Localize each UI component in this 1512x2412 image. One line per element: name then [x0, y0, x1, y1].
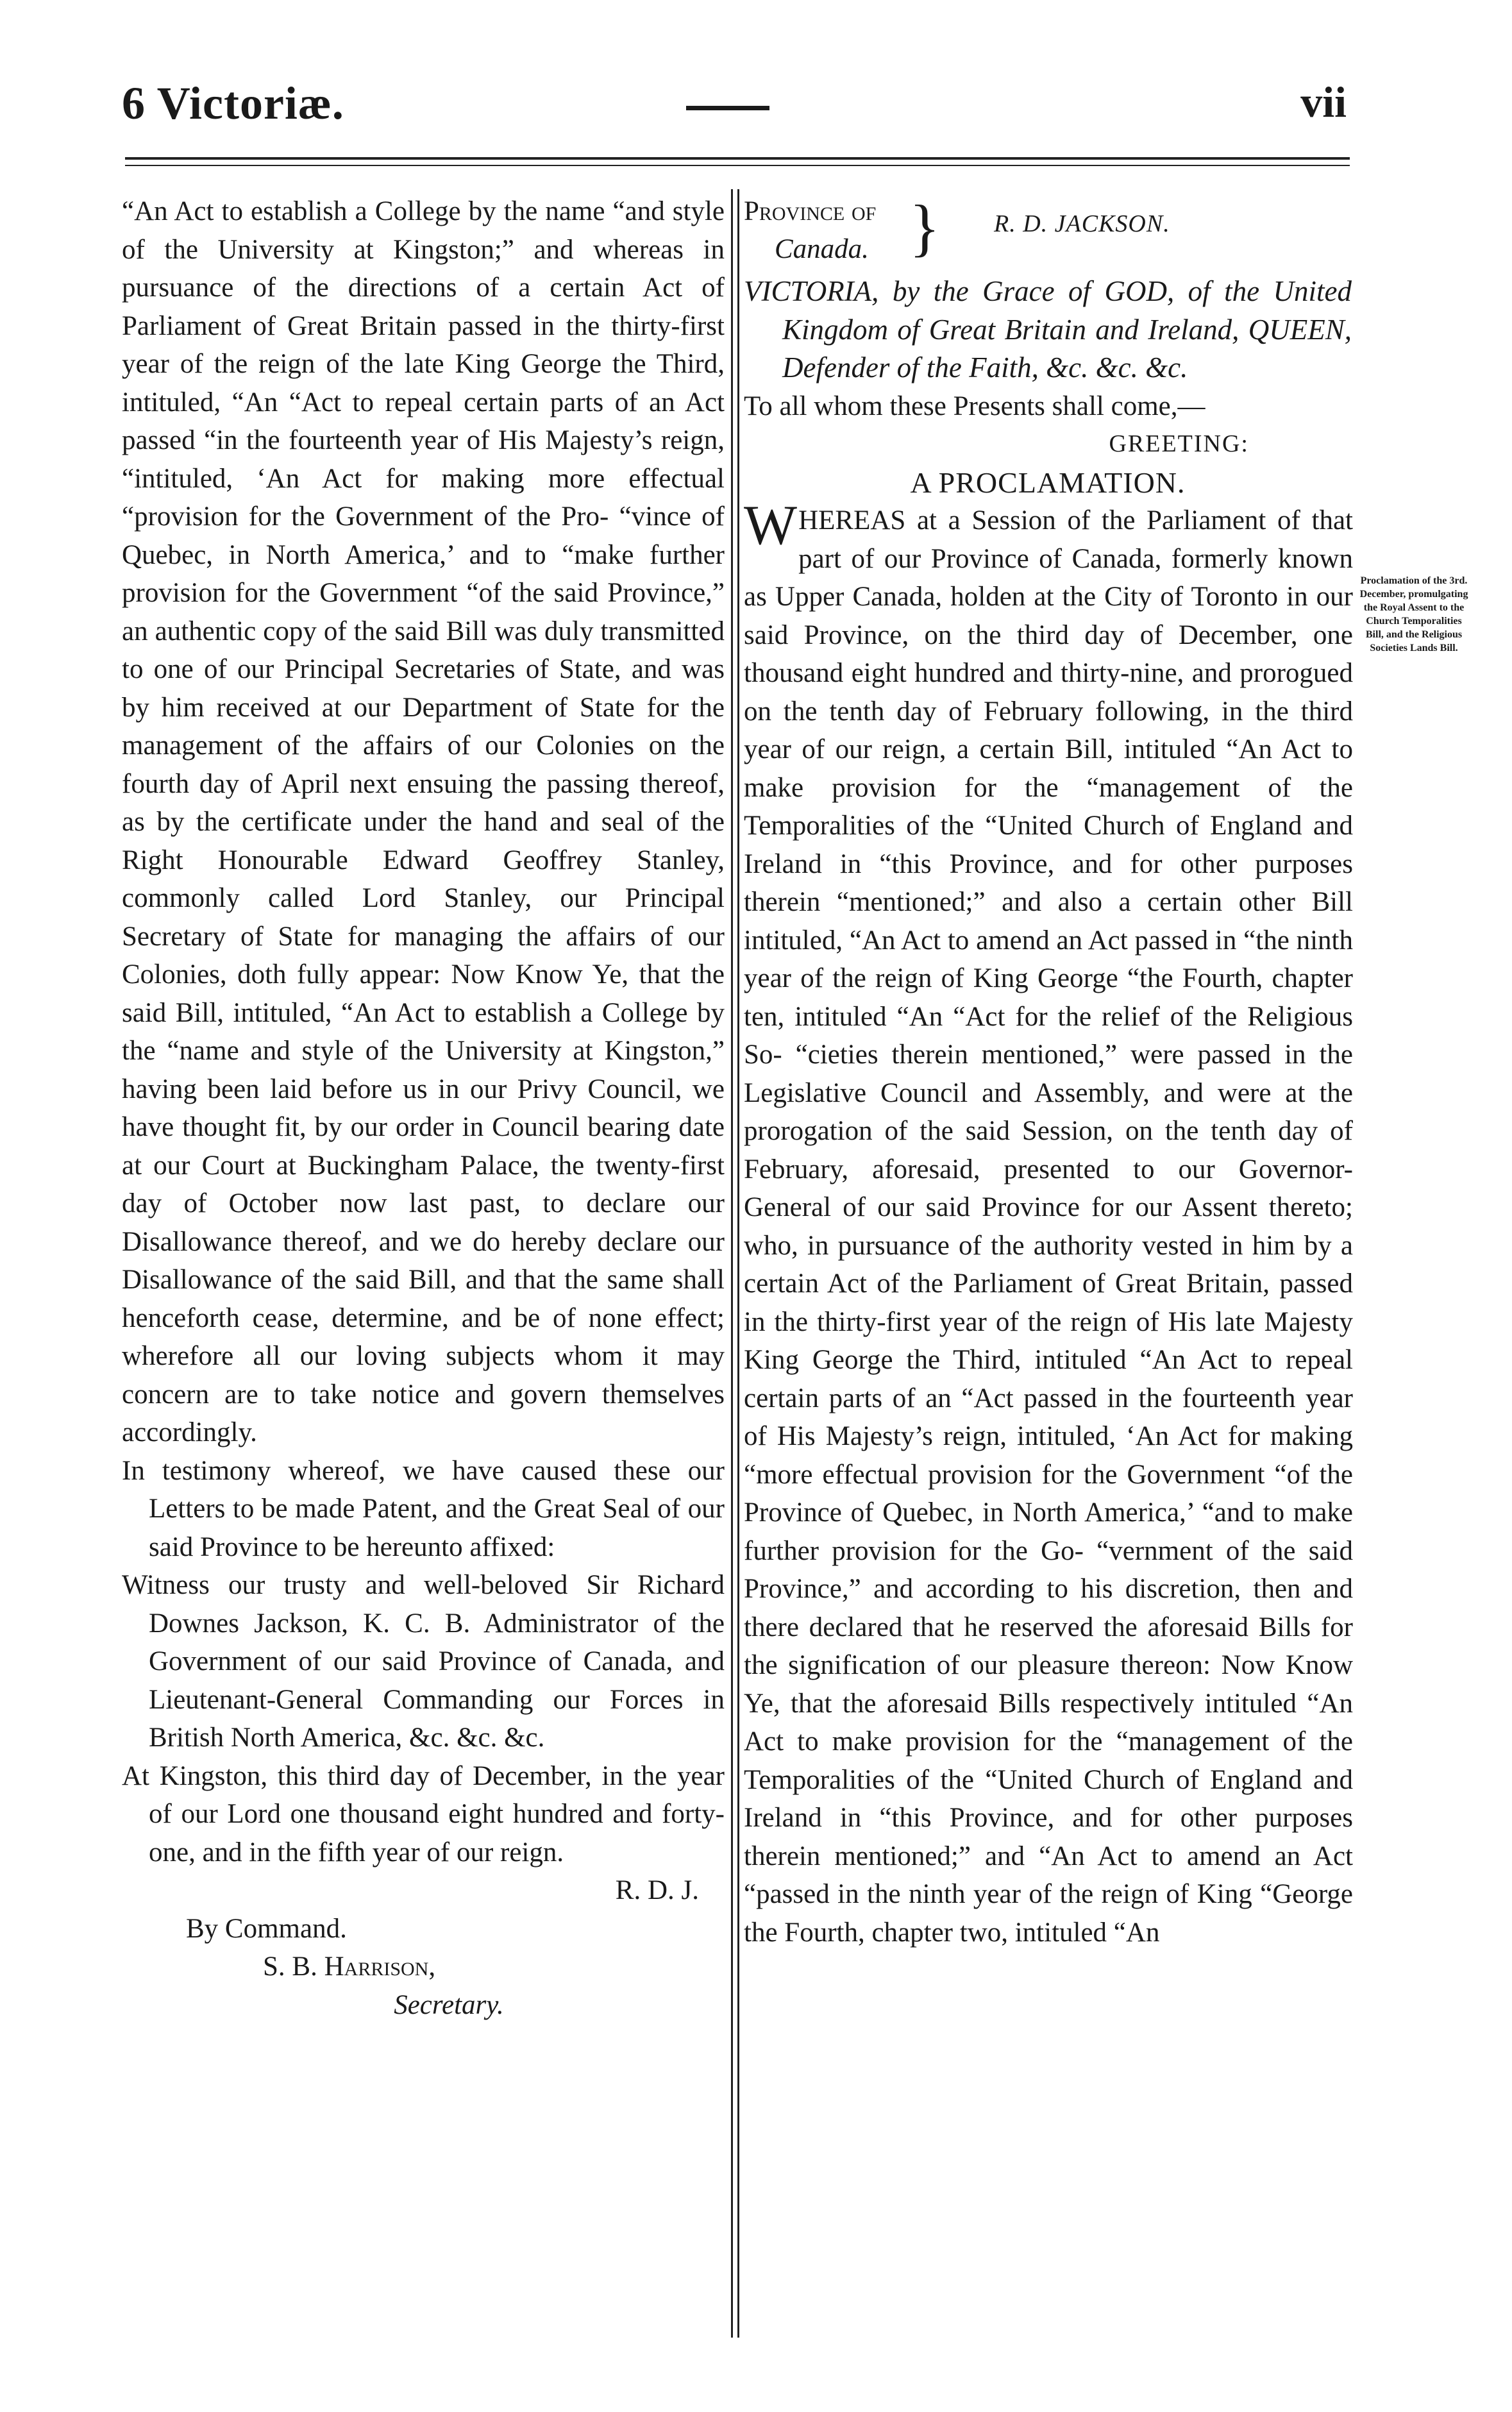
address-line: To all whom these Presents shall come,— [744, 391, 1205, 421]
greeting: GREETING: [1109, 430, 1249, 457]
header-dash [686, 106, 769, 110]
royal-style: VICTORIA, by the Grace of GOD, of the United Kingdom of Great Britain and Ireland, QUEEN, Defender of the Faith, &c. &c. &c. [744, 275, 1352, 384]
province-heading [744, 192, 1352, 273]
secretary-title: Secretary. [394, 1989, 504, 2020]
testimony-clause: In testimony whereof, we have caused these our Letters to be made Patent, and the Great Seal of our said Province to be hereunto affixed: [122, 1455, 725, 1562]
column-divider-left [731, 189, 733, 2338]
witness-clause: Witness our trusty and well-beloved Sir Richard Downes Jackson, K. C. B. Administrator of the Government of our said Province of Canada, and Lieutenant-General Commanding our Forces in British North America, &c. &c. &c. [122, 1570, 725, 1753]
header-rule-thin [125, 165, 1350, 166]
signature-initials: R. D. J. [615, 1875, 699, 1905]
proclamation-heading: A PROCLAMATION. [910, 466, 1186, 499]
drop-cap: W [744, 494, 798, 557]
by-command: By Command. [186, 1913, 347, 1944]
running-header [122, 71, 1359, 135]
province-label [744, 192, 876, 268]
secretary-name-text: S. B. Harrison, [263, 1952, 436, 1982]
province-canada: Canada. [775, 234, 869, 264]
disallowance-paragraph: “An Act to establish a College by the name “and style of the University at Kingston;” and whereas in pursuance of the directions of a certain Act of Parliament of Great Britain passed in the thirty-first year of the reign of the late King George the Third, intituled, “An “Act to repeal certain parts of an Act passed “in the fourteenth year of His Majesty’s reign, “intituled, ‘An Act for making more effectual “provision for the Government of the Pro- “vince of Quebec, in North America,’ and to “make further provision for the Government “of the said Province,” an authentic copy of the said Bill was duly transmitted to one of our Principal Secretaries of State, and was by him received at our Department of State for the management of the affairs of our Colonies on the fourth day of April next ensuing the passing thereof, as by the certificate under the hand and seal of the Right Honourable Edward Geoffrey Stanley, commonly called Lord Stanley, our Principal Secretary of State for managing the affairs of our Colonies, doth fully appear: Now Know Ye, that the said Bill, intituled, “An Act to establish a College by the “name and style of the University at Kingston,” having been laid before us in our Privy Council, we have thought fit, by our order in Council bearing date at our Court at Buckingham Palace, the twenty-first day of October now last past, to declare our Disallowance thereof, and we do hereby declare our Disallowance of the said Bill, and that the same shall henceforth cease, determine, and be of none effect; wherefore all our loving subjects whom it may concern are to take notice and govern themselves accordingly. [122, 196, 725, 1447]
province-of: Province of [744, 196, 877, 226]
proclamation-text: HEREAS at a Session of the Parliament of that part of our Province of Canada, formerly known as Upper Canada, holden at the City of Toronto in our said Province, on the third day of December, one thousand eight hundred and thirty-nine, and prorogued on the tenth day of February following, in the third year of our reign, a certain Bill, intituled “An Act to make provision for the “management of the Temporalities of the “United Church of England and Ireland in “this Province, and for other purposes therein “mentioned;” and also a certain other Bill intituled, “An Act to amend an Act passed in “the ninth year of the reign of King George “the Fourth, chapter ten, intituled “An “Act for the relief of the Religious So- “cieties therein mentioned,” were passed in the Legislative Council and Assembly, and were at the prorogation of the said Session, on the tenth day of February, aforesaid, presented to our Governor-General of our said Province for our Assent thereto; who, in pursuance of the authority vested in him by a certain Act of the Parliament of Great Britain, passed in the thirty-first year of the reign of His late Majesty King George the Third, intituled “An Act to repeal certain parts of an “Act passed in the fourteenth year of His Majesty’s reign, intituled, ‘An Act for making “more effectual provision for the Government “of the Province of Quebec, in North America,’ “and to make further provision for the Go- “vernment of the said Province,” and according to his discretion, then and there declared that he reserved the aforesaid Bills for the signification of our pleasure thereon: Now Know Ye, that the aforesaid Bills respectively intituled “An Act to make provision for the “management of the Temporalities of the “United Church of England and Ireland in “this Province, and for other purposes therein mentioned;” and “An Act to amend an Act “passed in the ninth year of the reign of King “George the Fourth, chapter two, intituled “An [744, 505, 1353, 1948]
margin-note: Proclamation of the 3rd. December, promulgating the Royal Assent to the Church Temporalities Bill, and the Religious Societies Lands Bill. [1359, 575, 1468, 654]
header-rule-thick [125, 157, 1350, 160]
left-column [122, 192, 725, 2024]
header-session-title: 6 Victoriæ. [122, 78, 344, 129]
proclamation-body [744, 494, 1353, 1952]
secretary-name [122, 1948, 725, 1986]
page-number: vii [1300, 78, 1347, 126]
administrator-name: R. D. JACKSON. [994, 210, 1170, 237]
right-column [744, 192, 1352, 1952]
brace-glyph: } [909, 192, 940, 263]
dated-clause: At Kingston, this third day of December, in the year of our Lord one thousand eight hundred and forty-one, and in the fifth year of our reign. [122, 1760, 725, 1868]
column-divider-right [737, 189, 739, 2338]
